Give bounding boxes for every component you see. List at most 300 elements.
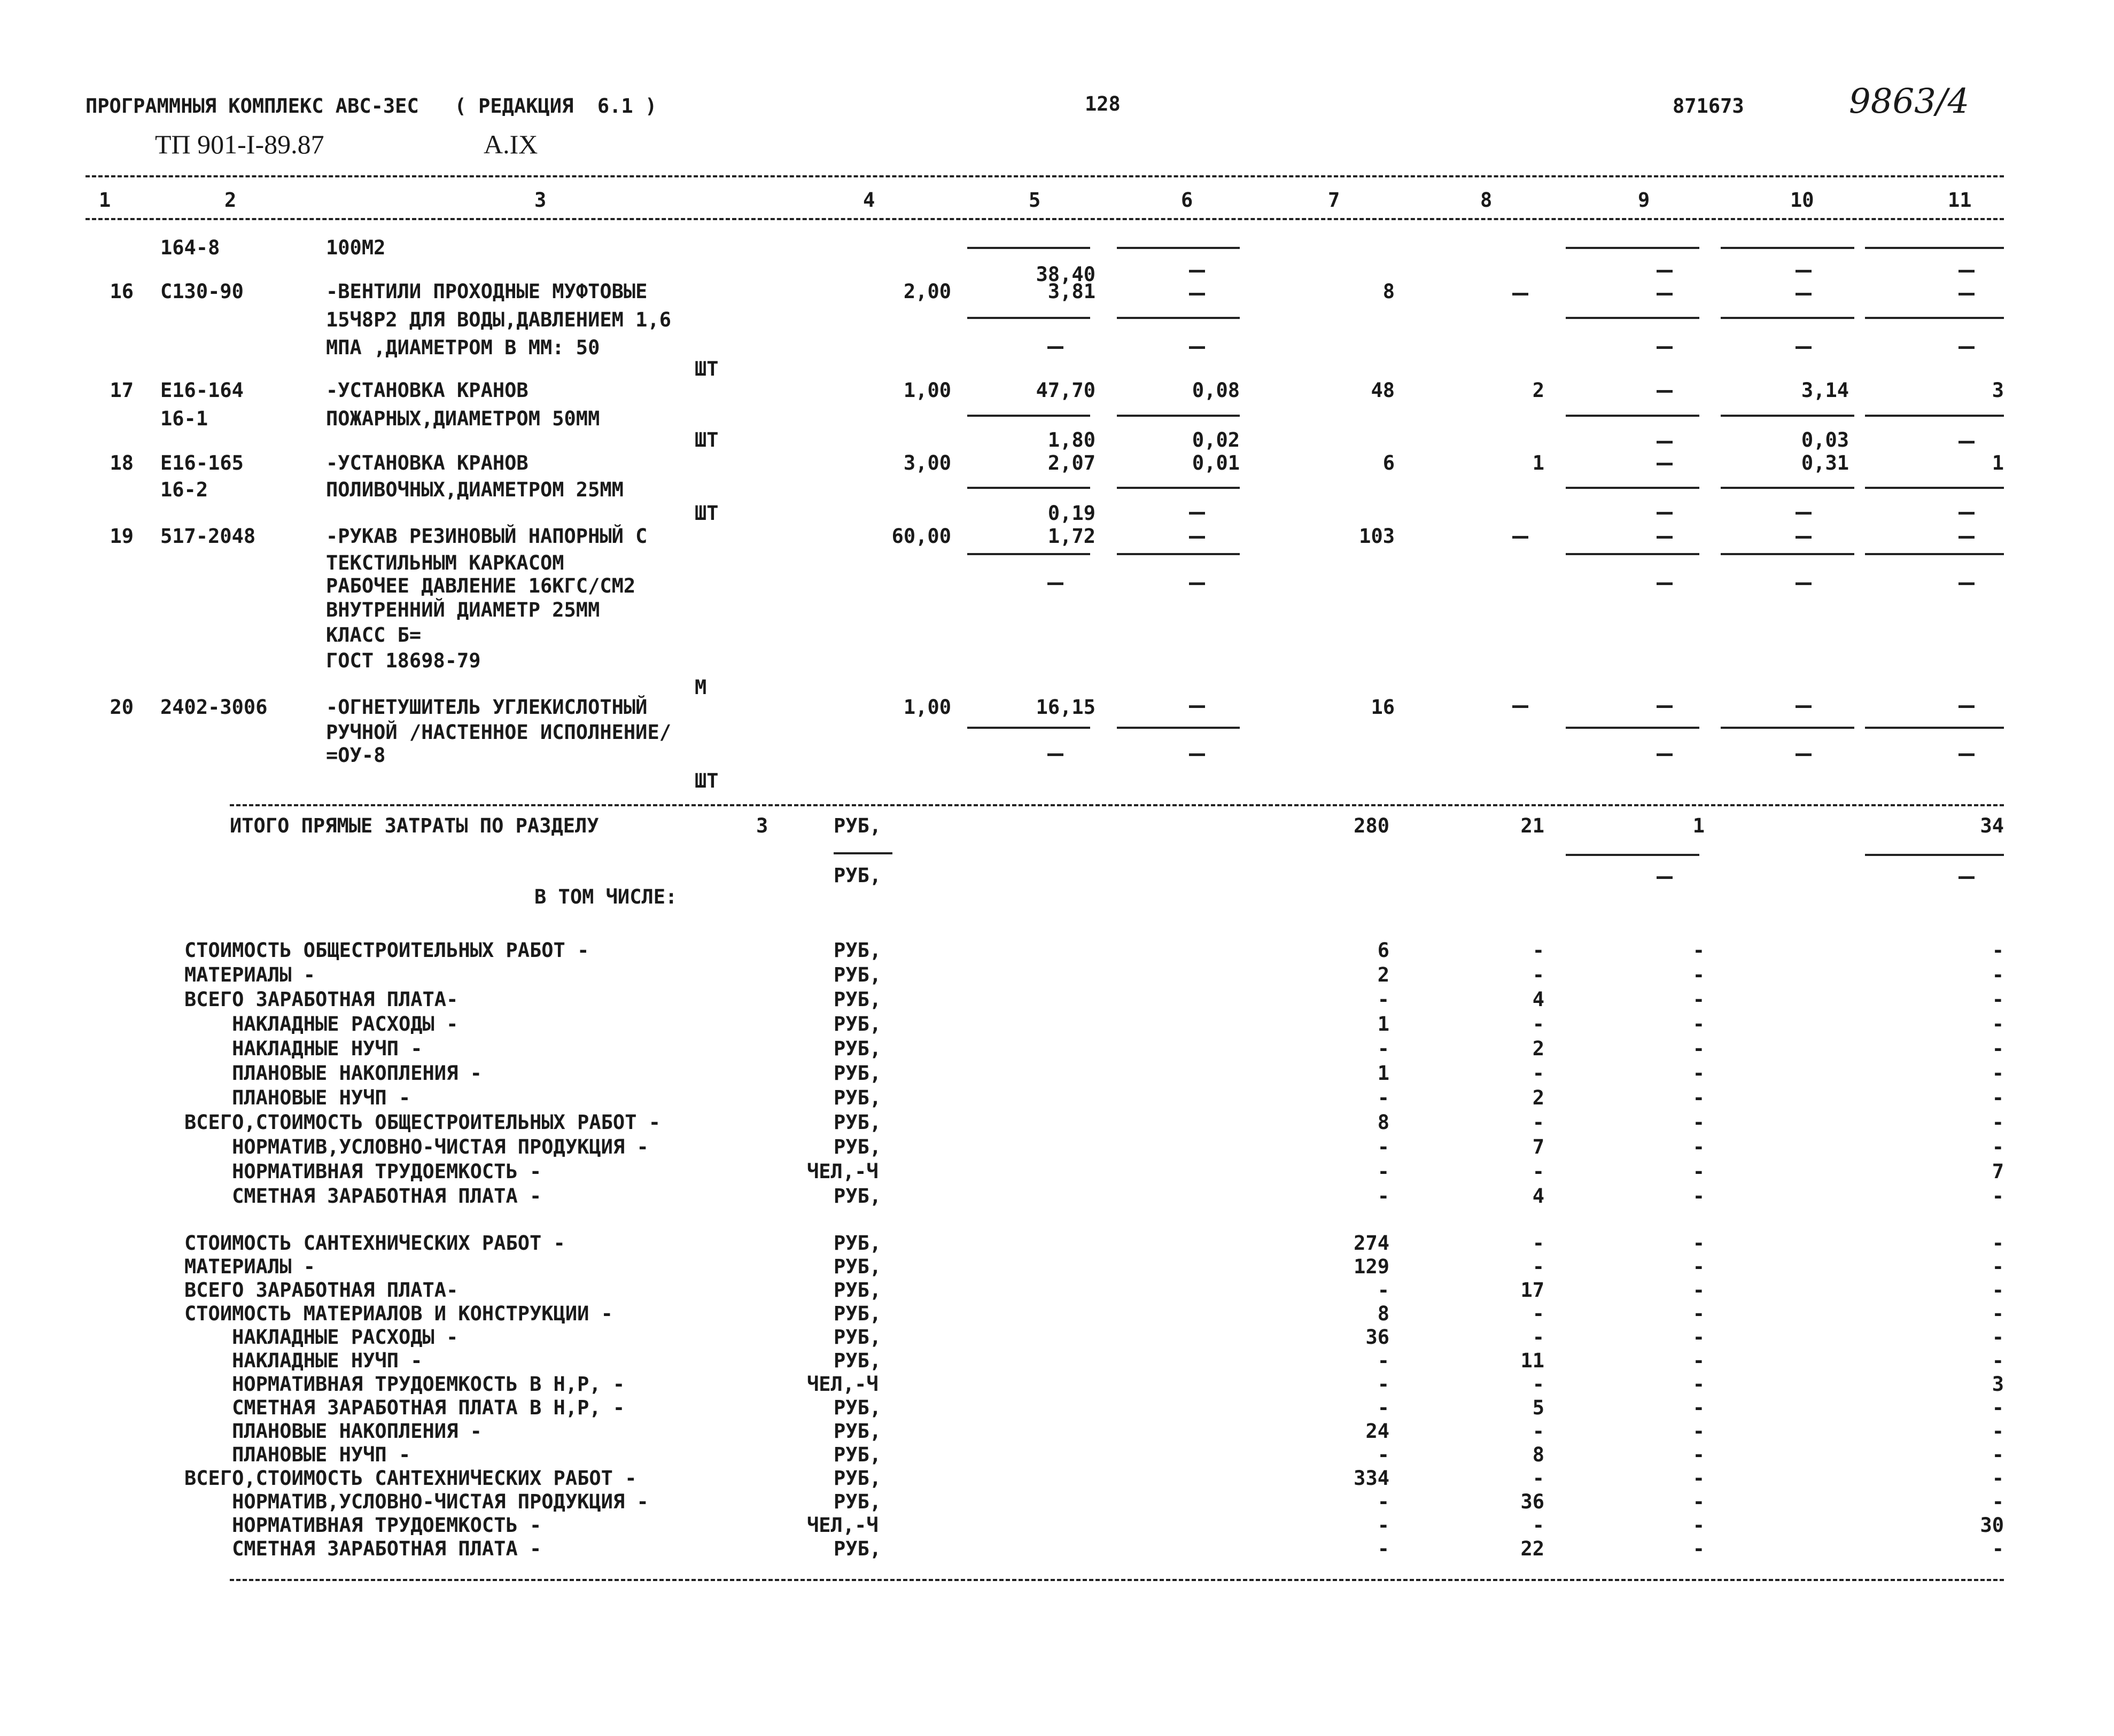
- cell-rule: [967, 317, 1090, 319]
- summary-col9: -: [1692, 1255, 1705, 1278]
- empty-dash: [1657, 582, 1673, 585]
- empty-dash: [1796, 270, 1812, 273]
- empty-dash: [1958, 270, 1975, 273]
- summary-col8: -: [1532, 1013, 1544, 1036]
- empty-dash: [1657, 753, 1673, 756]
- cell-col3: РУЧНОЙ /НАСТЕННОЕ ИСПОЛНЕНИЕ/: [326, 721, 672, 744]
- typed-code: ТП 901-I-89.87: [155, 129, 324, 159]
- summary-col11: -: [1992, 1037, 2004, 1060]
- summary-col8: -: [1532, 963, 1544, 986]
- summary-unit: РУБ,: [834, 1279, 882, 1302]
- totals-label: ИТОГО ПРЯМЫЕ ЗАТРАТЫ ПО РАЗДЕЛУ: [230, 814, 599, 837]
- doc-number: 871673: [1673, 95, 1744, 118]
- summary-col11: -: [1992, 1255, 2004, 1278]
- empty-dash: [1796, 293, 1812, 295]
- cell-rule: [1566, 553, 1699, 555]
- cell-col6: 0,01: [1192, 451, 1240, 474]
- empty-dash: [1189, 293, 1205, 295]
- summary-col7: 6: [1377, 939, 1389, 962]
- summary-col7: -: [1377, 1086, 1389, 1109]
- summary-col9: -: [1692, 1232, 1705, 1255]
- summary-col9: -: [1692, 1490, 1705, 1513]
- summary-col8: -: [1532, 939, 1544, 962]
- summary-label: НОРМАТИВ,УСЛОВНО-ЧИСТАЯ ПРОДУКЦИЯ -: [184, 1135, 649, 1158]
- summary-label: НАКЛАДНЫЕ НУЧП -: [184, 1037, 423, 1060]
- summary-label: НОРМАТИВНАЯ ТРУДОЕМКОСТЬ В Н,Р, -: [184, 1373, 625, 1396]
- summary-col11: -: [1992, 1537, 2004, 1560]
- cell-rule: [1865, 727, 2004, 729]
- summary-col11: -: [1992, 1349, 2004, 1372]
- cell-col2: С130-90: [160, 280, 244, 303]
- summary-label: МАТЕРИАЛЫ -: [184, 963, 316, 986]
- album-label: А.IX: [484, 129, 538, 159]
- cell-rule: [1566, 487, 1699, 489]
- empty-dash: [1657, 346, 1673, 349]
- empty-dash: [1657, 270, 1673, 273]
- summary-col9: -: [1692, 1349, 1705, 1372]
- summary-label: СМЕТНАЯ ЗАРАБОТНАЯ ПЛАТА -: [184, 1537, 542, 1560]
- cell-rule: [1865, 487, 2004, 489]
- summary-unit: ЧЕЛ,-Ч: [807, 1514, 879, 1537]
- cell-col10: 3,14: [1801, 379, 1849, 402]
- totals-col11-rule: [1865, 854, 2004, 856]
- cell-rule: [1566, 247, 1699, 249]
- summary-col7: 1: [1377, 1013, 1389, 1036]
- cell-rule: [1117, 415, 1240, 417]
- cell-col7: 6: [1382, 451, 1395, 474]
- summary-col7: -: [1377, 1160, 1389, 1183]
- empty-dash: [1958, 753, 1975, 756]
- summary-unit: РУБ,: [834, 1255, 882, 1278]
- summary-label: СТОИМОСТЬ ОБЩЕСТРОИТЕЛЬНЫХ РАБОТ -: [184, 939, 589, 962]
- summary-col9: -: [1692, 1443, 1705, 1466]
- column-header-2: 2: [224, 189, 237, 212]
- cell-rule: [1721, 553, 1854, 555]
- empty-dash: [1657, 536, 1673, 539]
- cell-col8: 2: [1532, 379, 1544, 402]
- summary-col7: 274: [1354, 1232, 1389, 1255]
- summary-col11: -: [1992, 1302, 2004, 1325]
- summary-col8: -: [1532, 1326, 1544, 1349]
- cell-rule: [1117, 727, 1240, 729]
- summary-col9: -: [1692, 1302, 1705, 1325]
- summary-col8: -: [1532, 1062, 1544, 1085]
- bottom-rule: [230, 1579, 2004, 1581]
- summary-unit: РУБ,: [834, 1302, 882, 1325]
- cell-col1: 18: [110, 451, 134, 474]
- cell-rule: [967, 415, 1090, 417]
- cell-col3: КЛАСС Б=: [326, 624, 422, 647]
- summary-label: ВСЕГО ЗАРАБОТНАЯ ПЛАТА-: [184, 1279, 458, 1302]
- summary-col11: 30: [1980, 1514, 2004, 1537]
- totals-unit2: РУБ,: [834, 864, 882, 887]
- summary-col7: -: [1377, 1396, 1389, 1419]
- summary-col9: -: [1692, 1373, 1705, 1396]
- summary-col7: -: [1377, 1443, 1389, 1466]
- summary-col9: -: [1692, 1135, 1705, 1158]
- cell-col2: 2402-3006: [160, 696, 268, 719]
- unit-cell: ШТ: [695, 357, 719, 380]
- cell-rule: [967, 553, 1090, 555]
- summary-label: НАКЛАДНЫЕ НУЧП -: [184, 1349, 423, 1372]
- cell-col3: МПА ,ДИАМЕТРОМ В ММ: 50: [326, 336, 600, 359]
- column-header-6: 6: [1181, 189, 1193, 212]
- summary-unit: РУБ,: [834, 1420, 882, 1443]
- summary-col8: 7: [1532, 1135, 1544, 1158]
- cell-col3: 100М2: [326, 236, 386, 259]
- summary-col8: -: [1532, 1302, 1544, 1325]
- totals-col7: 280: [1354, 814, 1389, 837]
- empty-dash: [1796, 753, 1812, 756]
- column-header-3: 3: [534, 189, 547, 212]
- cell-col4: 2,00: [903, 280, 951, 303]
- summary-col7: 1: [1377, 1062, 1389, 1085]
- summary-unit: РУБ,: [834, 1537, 882, 1560]
- summary-col11: -: [1992, 1490, 2004, 1513]
- cell-rule: [1117, 487, 1240, 489]
- summary-unit: РУБ,: [834, 1013, 882, 1036]
- summary-unit: РУБ,: [834, 1062, 882, 1085]
- summary-col9: -: [1692, 1420, 1705, 1443]
- summary-col11: -: [1992, 1279, 2004, 1302]
- cell-col3: =ОУ-8: [326, 744, 386, 767]
- cell-rule: [1865, 553, 2004, 555]
- cell-rule: [967, 247, 1090, 249]
- totals-unit: РУБ,: [834, 814, 882, 837]
- cell-col5: 47,70: [1036, 379, 1095, 402]
- summary-unit: РУБ,: [834, 1037, 882, 1060]
- summary-col11: -: [1992, 1443, 2004, 1466]
- cell-rule: [1117, 247, 1240, 249]
- cell-col4: 1,00: [903, 696, 951, 719]
- cell-col2: Е16-164: [160, 379, 244, 402]
- summary-col9: -: [1692, 1013, 1705, 1036]
- summary-col7: 36: [1365, 1326, 1389, 1349]
- cell-rule: [1721, 487, 1854, 489]
- cell-rule: [1566, 415, 1699, 417]
- summary-label: ВСЕГО,СТОИМОСТЬ САНТЕХНИЧЕСКИХ РАБОТ -: [184, 1467, 637, 1490]
- summary-label: ПЛАНОВЫЕ НУЧП -: [184, 1443, 411, 1466]
- cell-rule: [1865, 317, 2004, 319]
- empty-dash: [1189, 582, 1205, 585]
- summary-col8: -: [1532, 1160, 1544, 1183]
- program-title: ПРОГРАММНЫЯ КОМПЛЕКС АВС-3ЕС ( РЕДАКЦИЯ 6.1 ): [86, 95, 657, 118]
- totals-col11: 34: [1980, 814, 2004, 837]
- cell-col8: 1: [1532, 451, 1544, 474]
- cell-col7: 16: [1371, 696, 1395, 719]
- summary-label: ВСЕГО ЗАРАБОТНАЯ ПЛАТА-: [184, 988, 458, 1011]
- cell-col4: 3,00: [903, 451, 951, 474]
- summary-col7: 2: [1377, 963, 1389, 986]
- cell-col6: 0,08: [1192, 379, 1240, 402]
- summary-col9: -: [1692, 1514, 1705, 1537]
- summary-col7: 8: [1377, 1111, 1389, 1134]
- cell-col3: -УСТАНОВКА КРАНОВ: [326, 379, 528, 402]
- cell-col5: 0,19: [1047, 502, 1095, 525]
- cell-col3: ПОЛИВОЧНЫХ,ДИАМЕТРОМ 25ММ: [326, 478, 624, 501]
- summary-col8: 5: [1532, 1396, 1544, 1419]
- unit-cell: ШТ: [695, 429, 719, 451]
- summary-col9: -: [1692, 1037, 1705, 1060]
- summary-unit: РУБ,: [834, 1086, 882, 1109]
- summary-label: СМЕТНАЯ ЗАРАБОТНАЯ ПЛАТА В Н,Р, -: [184, 1396, 625, 1419]
- summary-unit: РУБ,: [834, 1443, 882, 1466]
- cell-col1: 16: [110, 280, 134, 303]
- summary-unit: РУБ,: [834, 1232, 882, 1255]
- summary-col9: -: [1692, 1279, 1705, 1302]
- cell-col5: 2,07: [1047, 451, 1095, 474]
- cell-col10: 0,03: [1801, 429, 1849, 451]
- cell-col5: 1,72: [1047, 525, 1095, 548]
- summary-col11: -: [1992, 939, 2004, 962]
- summary-col7: -: [1377, 1373, 1389, 1396]
- summary-col9: -: [1692, 1086, 1705, 1109]
- summary-col9: -: [1692, 1185, 1705, 1208]
- cell-col11: 3: [1992, 379, 2004, 402]
- summary-col8: 36: [1520, 1490, 1544, 1513]
- summary-col9: -: [1692, 1062, 1705, 1085]
- cell-col3: -ВЕНТИЛИ ПРОХОДНЫЕ МУФТОВЫЕ: [326, 280, 648, 303]
- summary-col11: -: [1992, 1326, 2004, 1349]
- cell-col2: 16-2: [160, 478, 208, 501]
- empty-dash: [1189, 705, 1205, 708]
- summary-col9: -: [1692, 988, 1705, 1011]
- empty-dash: [1958, 441, 1975, 443]
- empty-dash: [1958, 536, 1975, 539]
- handwritten-code: 9863/4: [1849, 82, 1970, 121]
- totals-top-rule: [230, 804, 2004, 806]
- cell-col1: 19: [110, 525, 134, 548]
- empty-dash: [1796, 536, 1812, 539]
- summary-col9: -: [1692, 1111, 1705, 1134]
- cell-col7: 48: [1371, 379, 1395, 402]
- summary-col9: -: [1692, 963, 1705, 986]
- summary-col7: 24: [1365, 1420, 1389, 1443]
- empty-dash: [1958, 293, 1975, 295]
- summary-col8: 2: [1532, 1037, 1544, 1060]
- summary-label: ПЛАНОВЫЕ НАКОПЛЕНИЯ -: [184, 1062, 482, 1085]
- empty-dash: [1657, 441, 1673, 443]
- summary-col7: 334: [1354, 1467, 1389, 1490]
- cell-col2: 517-2048: [160, 525, 256, 548]
- empty-dash: [1657, 512, 1673, 515]
- summary-unit: ЧЕЛ,-Ч: [807, 1373, 879, 1396]
- summary-col11: -: [1992, 1232, 2004, 1255]
- summary-col11: -: [1992, 1467, 2004, 1490]
- summary-col7: -: [1377, 1279, 1389, 1302]
- cell-rule: [1721, 317, 1854, 319]
- cell-col3: ГОСТ 18698-79: [326, 649, 481, 672]
- empty-dash: [1958, 346, 1975, 349]
- empty-dash: [1657, 705, 1673, 708]
- totals-dash-col9: [1657, 876, 1673, 879]
- summary-col7: -: [1377, 1514, 1389, 1537]
- cell-col3: ТЕКСТИЛЬНЫМ КАРКАСОМ: [326, 551, 564, 574]
- summary-label: СМЕТНАЯ ЗАРАБОТНАЯ ПЛАТА -: [184, 1185, 542, 1208]
- summary-col8: -: [1532, 1111, 1544, 1134]
- cell-rule: [1865, 415, 2004, 417]
- summary-col11: 3: [1992, 1373, 2004, 1396]
- cell-rule: [1721, 247, 1854, 249]
- summary-unit: РУБ,: [834, 1490, 882, 1513]
- summary-col11: -: [1992, 1013, 2004, 1036]
- cell-col3: ВНУТРЕННИЙ ДИАМЕТР 25ММ: [326, 598, 600, 621]
- cell-col3: РАБОЧЕЕ ДАВЛЕНИЕ 16КГС/СМ2: [326, 574, 636, 597]
- empty-dash: [1512, 536, 1528, 539]
- empty-dash: [1657, 390, 1673, 393]
- empty-dash: [1047, 582, 1063, 585]
- summary-col11: 7: [1992, 1160, 2004, 1183]
- column-header-5: 5: [1029, 189, 1041, 212]
- summary-label: ПЛАНОВЫЕ НУЧП -: [184, 1086, 411, 1109]
- cell-rule: [1721, 727, 1854, 729]
- unit-cell: ШТ: [695, 502, 719, 525]
- cell-rule: [1117, 553, 1240, 555]
- empty-dash: [1189, 753, 1205, 756]
- empty-dash: [1189, 512, 1205, 515]
- column-header-10: 10: [1790, 189, 1814, 212]
- column-header-7: 7: [1328, 189, 1340, 212]
- summary-label: МАТЕРИАЛЫ -: [184, 1255, 316, 1278]
- empty-dash: [1047, 753, 1063, 756]
- cell-col4: 60,00: [891, 525, 951, 548]
- summary-unit: РУБ,: [834, 1111, 882, 1134]
- summary-col7: -: [1377, 1490, 1389, 1513]
- summary-col11: -: [1992, 988, 2004, 1011]
- cell-rule: [1566, 317, 1699, 319]
- summary-col8: -: [1532, 1232, 1544, 1255]
- cell-rule: [967, 727, 1090, 729]
- summary-unit: РУБ,: [834, 1349, 882, 1372]
- totals-col8: 21: [1520, 814, 1544, 837]
- summary-unit: РУБ,: [834, 963, 882, 986]
- summary-col9: -: [1692, 1537, 1705, 1560]
- summary-col7: -: [1377, 1537, 1389, 1560]
- summary-col7: -: [1377, 1349, 1389, 1372]
- cell-rule: [1117, 317, 1240, 319]
- summary-col8: -: [1532, 1514, 1544, 1537]
- summary-label: СТОИМОСТЬ МАТЕРИАЛОВ И КОНСТРУКЦИИ -: [184, 1302, 613, 1325]
- cell-col5: 1,80: [1047, 429, 1095, 451]
- summary-col8: 11: [1520, 1349, 1544, 1372]
- empty-dash: [1796, 582, 1812, 585]
- totals-col9-rule: [1566, 854, 1699, 856]
- totals-col9: 1: [1692, 814, 1705, 837]
- cell-col5: 38,40: [1036, 263, 1095, 286]
- totals-dash-col11: [1958, 876, 1975, 879]
- unit-cell: ШТ: [695, 769, 719, 792]
- summary-col7: -: [1377, 1037, 1389, 1060]
- cell-col4: 1,00: [903, 379, 951, 402]
- cell-col11: 1: [1992, 451, 2004, 474]
- empty-dash: [1796, 705, 1812, 708]
- summary-unit: РУБ,: [834, 1185, 882, 1208]
- cell-col7: 103: [1359, 525, 1395, 548]
- cell-col3: -РУКАВ РЕЗИНОВЫЙ НАПОРНЫЙ С: [326, 525, 648, 548]
- cell-col5: 16,15: [1036, 696, 1095, 719]
- empty-dash: [1796, 512, 1812, 515]
- summary-col8: 22: [1520, 1537, 1544, 1560]
- cell-col1: 17: [110, 379, 134, 402]
- summary-label: НОРМАТИВНАЯ ТРУДОЕМКОСТЬ -: [184, 1514, 542, 1537]
- column-header-9: 9: [1638, 189, 1650, 212]
- summary-col8: -: [1532, 1373, 1544, 1396]
- totals-section: 3: [756, 814, 768, 837]
- header-top-rule: [86, 175, 2004, 177]
- summary-label: ВСЕГО,СТОИМОСТЬ ОБЩЕСТРОИТЕЛЬНЫХ РАБОТ -: [184, 1111, 661, 1134]
- column-header-8: 8: [1480, 189, 1493, 212]
- summary-col8: 4: [1532, 1185, 1544, 1208]
- summary-col8: -: [1532, 1420, 1544, 1443]
- empty-dash: [1189, 270, 1205, 273]
- summary-label: НОРМАТИВНАЯ ТРУДОЕМКОСТЬ -: [184, 1160, 542, 1183]
- summary-col9: -: [1692, 939, 1705, 962]
- summary-label: ПЛАНОВЫЕ НАКОПЛЕНИЯ -: [184, 1420, 482, 1443]
- page-number: 128: [1085, 92, 1121, 115]
- empty-dash: [1657, 463, 1673, 465]
- cell-col3: ПОЖАРНЫХ,ДИАМЕТРОМ 50ММ: [326, 407, 600, 430]
- summary-col11: -: [1992, 963, 2004, 986]
- summary-col11: -: [1992, 1135, 2004, 1158]
- summary-label: НАКЛАДНЫЕ РАСХОДЫ -: [184, 1013, 458, 1036]
- summary-col7: -: [1377, 1135, 1389, 1158]
- summary-label: СТОИМОСТЬ САНТЕХНИЧЕСКИХ РАБОТ -: [184, 1232, 565, 1255]
- summary-col8: 2: [1532, 1086, 1544, 1109]
- column-header-4: 4: [863, 189, 875, 212]
- summary-col8: 17: [1520, 1279, 1544, 1302]
- cell-col10: 0,31: [1801, 451, 1849, 474]
- cell-rule: [1721, 415, 1854, 417]
- cell-rule: [1566, 727, 1699, 729]
- summary-col11: -: [1992, 1062, 2004, 1085]
- totals-unit-rule: [834, 852, 892, 854]
- summary-unit: РУБ,: [834, 1396, 882, 1419]
- summary-label: НАКЛАДНЫЕ РАСХОДЫ -: [184, 1326, 458, 1349]
- empty-dash: [1796, 346, 1812, 349]
- cell-rule: [967, 487, 1090, 489]
- summary-col7: 8: [1377, 1302, 1389, 1325]
- summary-unit: РУБ,: [834, 1467, 882, 1490]
- unit-cell: М: [695, 676, 707, 699]
- summary-col7: -: [1377, 1185, 1389, 1208]
- summary-col11: -: [1992, 1111, 2004, 1134]
- cell-col3: -ОГНЕТУШИТЕЛЬ УГЛЕКИСЛОТНЫЙ: [326, 696, 648, 719]
- summary-label: НОРМАТИВ,УСЛОВНО-ЧИСТАЯ ПРОДУКЦИЯ -: [184, 1490, 649, 1513]
- cell-col3: 15Ч8Р2 ДЛЯ ВОДЫ,ДАВЛЕНИЕМ 1,6: [326, 308, 672, 331]
- summary-unit: РУБ,: [834, 939, 882, 962]
- summary-unit: ЧЕЛ,-Ч: [807, 1160, 879, 1183]
- column-header-11: 11: [1948, 189, 1972, 212]
- summary-unit: РУБ,: [834, 988, 882, 1011]
- summary-col8: 4: [1532, 988, 1544, 1011]
- cell-rule: [1865, 247, 2004, 249]
- cell-col1: 20: [110, 696, 134, 719]
- empty-dash: [1958, 512, 1975, 515]
- summary-col7: 129: [1354, 1255, 1389, 1278]
- summary-unit: РУБ,: [834, 1135, 882, 1158]
- summary-col11: -: [1992, 1185, 2004, 1208]
- empty-dash: [1047, 346, 1063, 349]
- summary-col8: -: [1532, 1255, 1544, 1278]
- summary-col11: -: [1992, 1396, 2004, 1419]
- header-bottom-rule: [86, 218, 2004, 220]
- cell-col2: 16-1: [160, 407, 208, 430]
- cell-col7: 8: [1382, 280, 1395, 303]
- summary-col8: 8: [1532, 1443, 1544, 1466]
- cell-col2: 164-8: [160, 236, 220, 259]
- empty-dash: [1958, 705, 1975, 708]
- cell-col2: Е16-165: [160, 451, 244, 474]
